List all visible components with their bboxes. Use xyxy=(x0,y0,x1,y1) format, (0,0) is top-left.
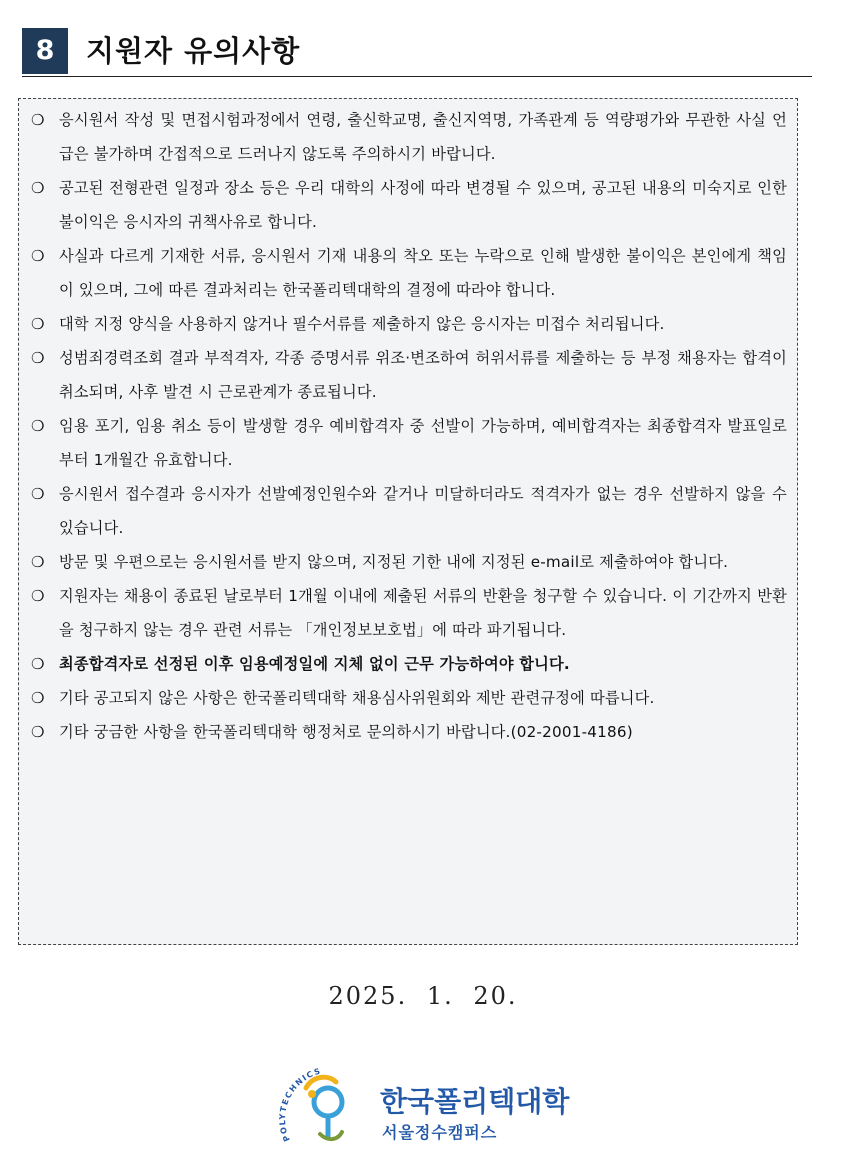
notice-item xyxy=(29,307,787,341)
circle-bullet-icon: ❍ xyxy=(31,247,45,265)
notice-item xyxy=(29,545,787,579)
notice-item xyxy=(29,579,787,647)
notice-text: 사실과 다르게 기재한 서류, 응시원서 기재 내용의 착오 또는 누락으로 인해 발생한 불이익은 본인에게 책임이 있으며, 그에 따른 결과처리는 한국폴리텍대학의 결정에 따라야 합니다. xyxy=(59,247,787,299)
notice-item xyxy=(29,477,787,545)
notice-text: 기타 궁금한 사항을 한국폴리텍대학 행정처로 문의하시기 바랍니다.(02-2001-4186) xyxy=(59,723,633,741)
circle-bullet-icon: ❍ xyxy=(31,655,45,673)
section-title: 지원자 유의사항 xyxy=(86,34,301,68)
section-number-badge: 8 xyxy=(22,28,68,74)
section-header xyxy=(22,28,812,76)
notice-item xyxy=(29,103,787,171)
header-divider xyxy=(22,76,812,77)
circle-bullet-icon: ❍ xyxy=(31,689,45,707)
circle-bullet-icon: ❍ xyxy=(31,179,45,197)
notice-item xyxy=(29,715,787,749)
notice-text: 최종합격자로 선정된 이후 임용예정일에 지체 없이 근무 가능하여야 합니다. xyxy=(59,655,570,673)
notice-text: 대학 지정 양식을 사용하지 않거나 필수서류를 제출하지 않은 응시자는 미접수 처리됩니다. xyxy=(59,315,665,333)
notice-item xyxy=(29,171,787,239)
circle-bullet-icon: ❍ xyxy=(31,723,45,741)
notice-item xyxy=(29,239,787,307)
notice-item xyxy=(29,681,787,715)
logo-arc-text: POLYTECHNICS xyxy=(277,1066,323,1143)
circle-bullet-icon: ❍ xyxy=(31,315,45,333)
circle-bullet-icon: ❍ xyxy=(31,587,45,605)
notice-text: 응시원서 작성 및 면접시험과정에서 연령, 출신학교명, 출신지역명, 가족관계 등 역량평가와 무관한 사실 언급은 불가하며 간접적으로 드러나지 않도록 주의하시기 바랍니다. xyxy=(59,111,787,163)
circle-bullet-icon: ❍ xyxy=(31,485,45,503)
notice-text: 성범죄경력조회 결과 부적격자, 각종 증명서류 위조·변조하여 허위서류를 제출하는 등 부정 채용자는 합격이 취소되며, 사후 발견 시 근로관계가 종료됩니다. xyxy=(59,349,787,401)
circle-bullet-icon: ❍ xyxy=(31,111,45,129)
notice-text: 공고된 전형관련 일정과 장소 등은 우리 대학의 사정에 따라 변경될 수 있으며, 공고된 내용의 미숙지로 인한 불이익은 응시자의 귀책사유로 합니다. xyxy=(59,179,787,231)
notice-text: 임용 포기, 임용 취소 등이 발생할 경우 예비합격자 중 선발이 가능하며, 예비합격자는 최종합격자 발표일로부터 1개월간 유효합니다. xyxy=(59,417,787,469)
notice-text: 응시원서 접수결과 응시자가 선발예정인원수와 같거나 미달하더라도 적격자가 없는 경우 선발하지 않을 수 있습니다. xyxy=(59,485,787,537)
circle-bullet-icon: ❍ xyxy=(31,553,45,571)
college-logo xyxy=(276,1058,576,1150)
logo-campus-name: 서울정수캠퍼스 xyxy=(382,1123,498,1142)
notice-item xyxy=(29,341,787,409)
notice-text: 지원자는 채용이 종료된 날로부터 1개월 이내에 제출된 서류의 반환을 청구할 수 있습니다. 이 기간까지 반환을 청구하지 않는 경우 관련 서류는 「개인정보보호법」에 따라 파기됩니다. xyxy=(59,587,787,639)
notice-item xyxy=(29,409,787,477)
logo-college-name: 한국폴리텍대학 xyxy=(380,1085,570,1118)
polytechnics-emblem-icon xyxy=(276,1058,380,1150)
announcement-date: 2025. 1. 20. xyxy=(328,982,518,1010)
notice-text: 방문 및 우편으로는 응시원서를 받지 않으며, 지정된 기한 내에 지정된 e-mail로 제출하여야 합니다. xyxy=(59,553,729,571)
notice-item-emphasized xyxy=(29,647,787,681)
notice-text: 기타 공고되지 않은 사항은 한국폴리텍대학 채용심사위원회와 제반 관련규정에 따릅니다. xyxy=(59,689,655,707)
circle-bullet-icon: ❍ xyxy=(31,349,45,367)
circle-bullet-icon: ❍ xyxy=(31,417,45,435)
notices-box xyxy=(18,98,798,945)
